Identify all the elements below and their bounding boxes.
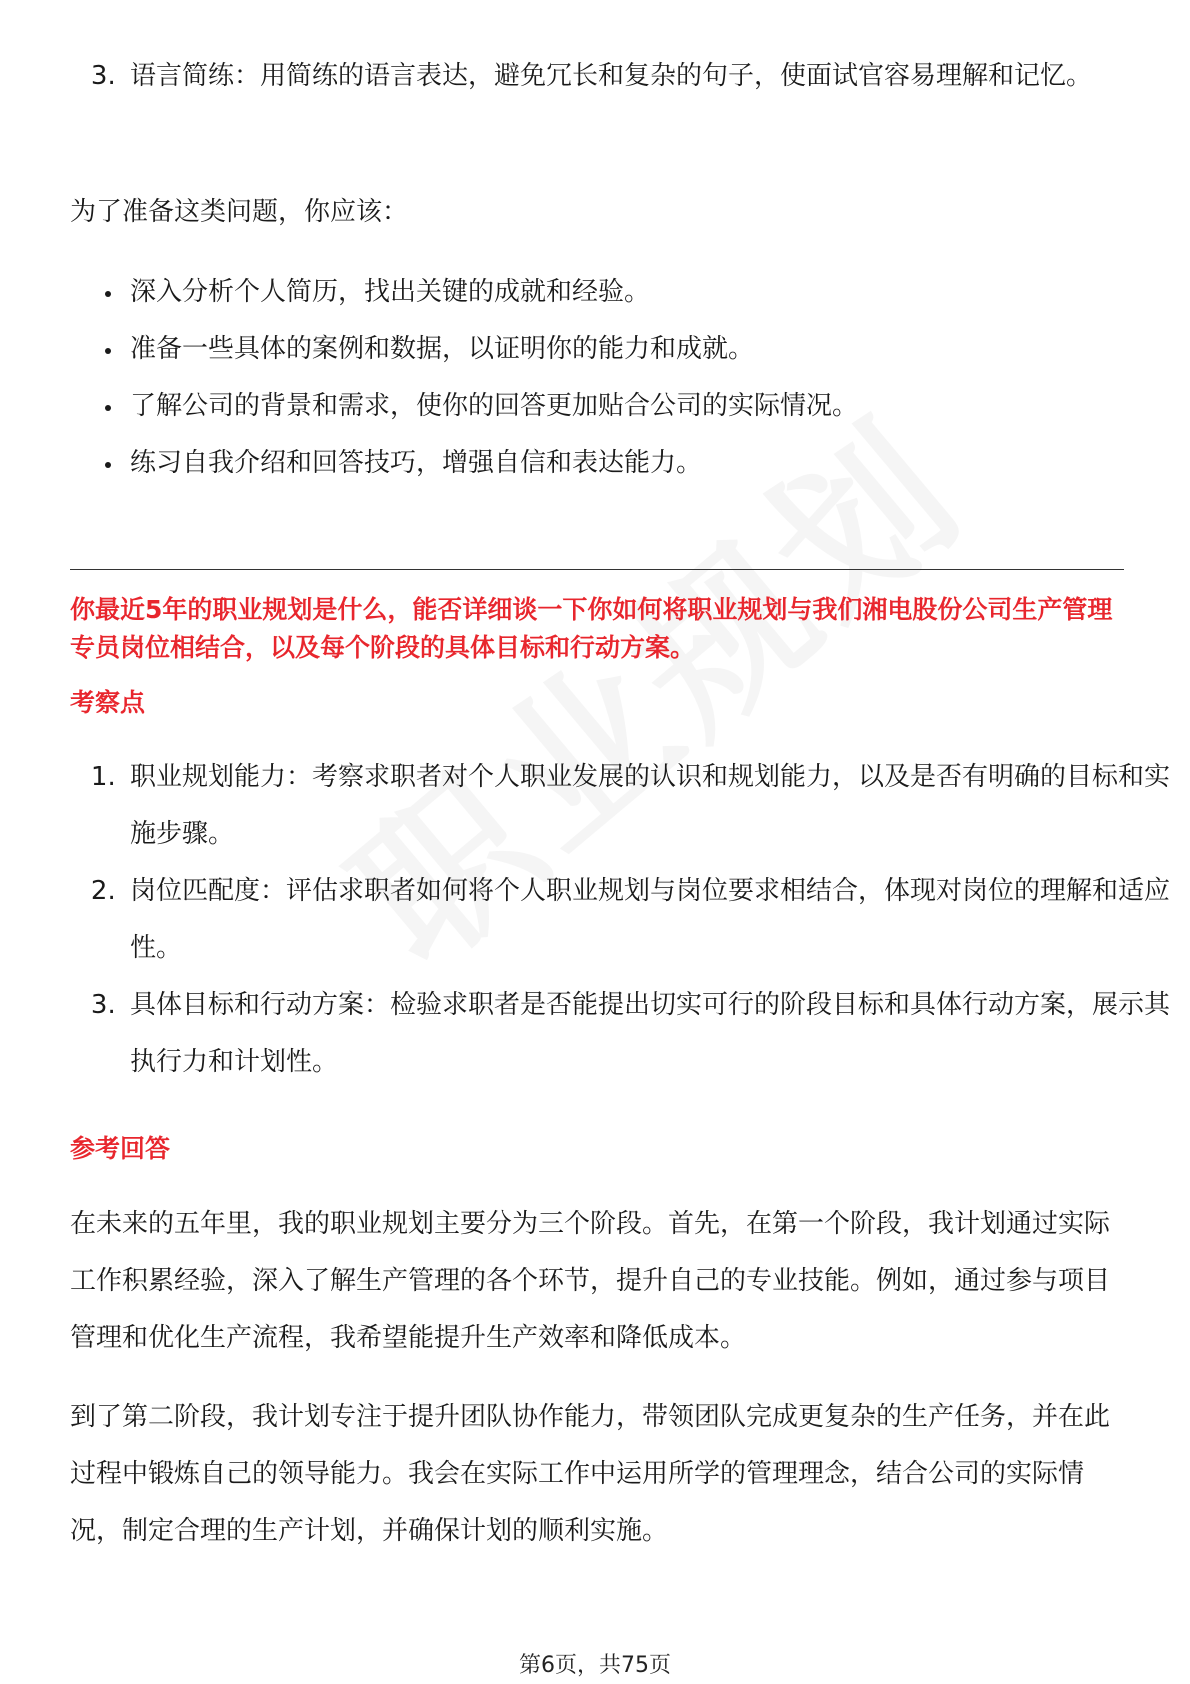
points-list [70, 749, 1174, 1091]
list-item: 3. 语言简练：用简练的语言表达，避免冗长和复杂的句子，使面试官容易理解和记忆。 [124, 48, 1174, 105]
list-item: 1. 职业规划能力：考察求职者对个人职业发展的认识和规划能力，以及是否有明确的目标和实施步骤。 [124, 749, 1174, 863]
list-item: • 深入分析个人简历，找出关键的成就和经验。 [124, 264, 1174, 321]
prep-intro: 为了准备这类问题，你应该： [70, 197, 409, 227]
page-footer: 第6页，共75页 [519, 1653, 671, 1678]
section-title-points: 考察点 [70, 688, 146, 717]
prep-bullet-list [70, 264, 1174, 492]
question-heading: 你最近5年的职业规划是什么，能否详细谈一下你如何将职业规划与我们湘电股份公司生产管理专员岗位相结合，以及每个阶段的具体目标和行动方案。 [70, 595, 1113, 662]
list-item: 2. 岗位匹配度：评估求职者如何将个人职业规划与岗位要求相结合，体现对岗位的理解和适应性。 [124, 863, 1174, 977]
list-item: • 准备一些具体的案例和数据，以证明你的能力和成就。 [124, 321, 1174, 378]
top-numbered-list [70, 48, 1174, 105]
list-item: • 了解公司的背景和需求，使你的回答更加贴合公司的实际情况。 [124, 378, 1174, 435]
answer-paragraph: 在未来的五年里，我的职业规划主要分为三个阶段。首先，在第一个阶段，我计划通过实际工作积累经验，深入了解生产管理的各个环节，提升自己的专业技能。例如，通过参与项目管理和优化生产流程，我希望能提升生产效率和降低成本。 [70, 1209, 1111, 1353]
list-item: • 练习自我介绍和回答技巧，增强自信和表达能力。 [124, 435, 1174, 492]
answer-paragraph: 到了第二阶段，我计划专注于提升团队协作能力，带领团队完成更复杂的生产任务，并在此过程中锻炼自己的领导能力。我会在实际工作中运用所学的管理理念，结合公司的实际情况，制定合理的生产计划，并确保计划的顺利实施。 [70, 1402, 1111, 1546]
list-item: 3. 具体目标和行动方案：检验求职者是否能提出切实可行的阶段目标和具体行动方案，展示其执行力和计划性。 [124, 977, 1174, 1091]
divider [70, 569, 1124, 570]
section-title-answer: 参考回答 [70, 1134, 171, 1163]
